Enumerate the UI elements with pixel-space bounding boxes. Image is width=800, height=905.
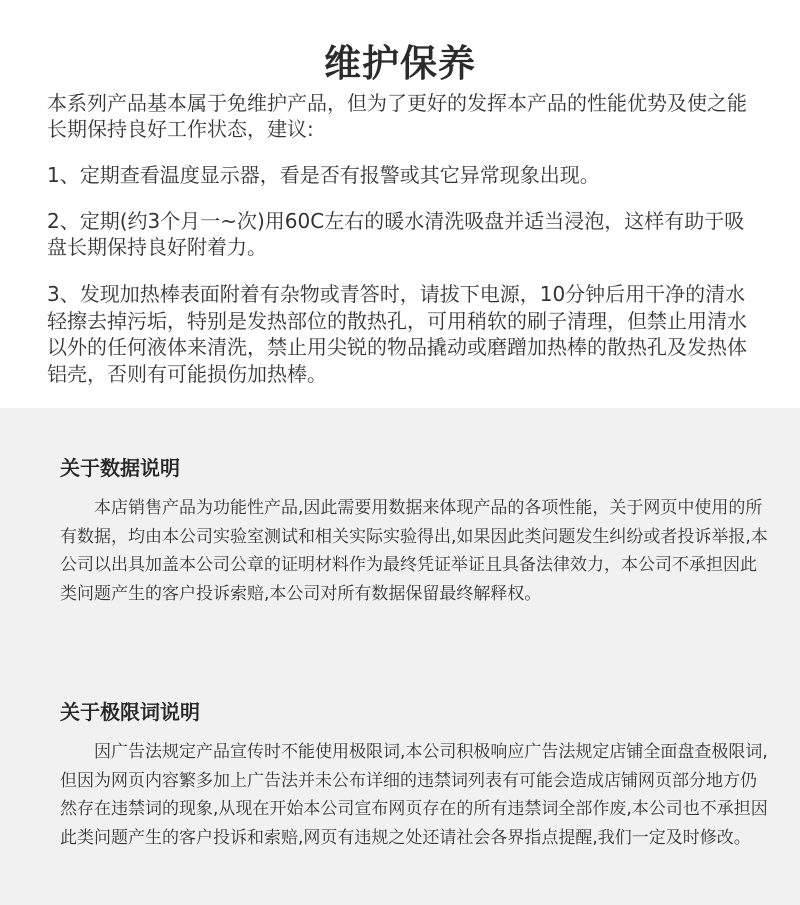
maintenance-title: 维护保养	[324, 41, 476, 85]
superlative-statement-title: 关于极限词说明	[60, 700, 200, 724]
data-statement-title: 关于数据说明	[60, 456, 180, 480]
maintenance-section	[0, 0, 800, 408]
maintenance-intro: 本系列产品基本属于免维护产品，但为了更好的发挥本产品的性能优势及使之能长期保持良好工作状态，建议:	[47, 91, 747, 141]
statements-section	[0, 408, 800, 905]
data-statement-body: 本店销售产品为功能性产品,因此需要用数据来体现产品的各项性能，关于网页中使用的所有数据，均由本公司实验室测试和相关实际实验得出,如果因此类问题发生纠纷或者投诉举报,本公司以出具加盖本公司公章的证明材料作为最终凭证举证且具备法律效力，本公司不承担因此类问题产生的客户投诉索赔,本公司对所有数据保留最终解释权。	[60, 498, 768, 604]
maintenance-item-1: 1、定期查看温度显示器，看是否有报警或其它异常现象出现。	[47, 163, 600, 187]
superlative-statement-body: 因广告法规定产品宣传时不能使用极限词,本公司积极响应广告法规定店铺全面盘查极限词,但因为网页内容繁多加上广告法并未公布详细的违禁词列表有可能会造成店铺网页部分地方仍然存在违禁词的现象,从现在开始本公司宣布网页存在的所有违禁词全部作废,本公司也不承担因此类问题产生的客户投诉和索赔,网页有违规之处还请社会各界指点提醒,我们一定及时修改。	[60, 742, 768, 848]
maintenance-item-3: 3、发现加热棒表面附着有杂物或青答时，请拔下电源，10分钟后用干净的清水轻擦去掉污垢，特别是发热部位的散热孔，可用稍软的刷子清理，但禁止用清水以外的任何液体来清洗，禁止用尖锐的物品撬动或磨蹭加热棒的散热孔及发热体铝壳，否则有可能损伤加热棒。	[47, 282, 747, 386]
maintenance-item-2: 2、定期(约3个月一~次)用60C左右的暖水清洗吸盘并适当浸泡，这样有助于吸盘长期保持良好附着力。	[47, 209, 745, 259]
